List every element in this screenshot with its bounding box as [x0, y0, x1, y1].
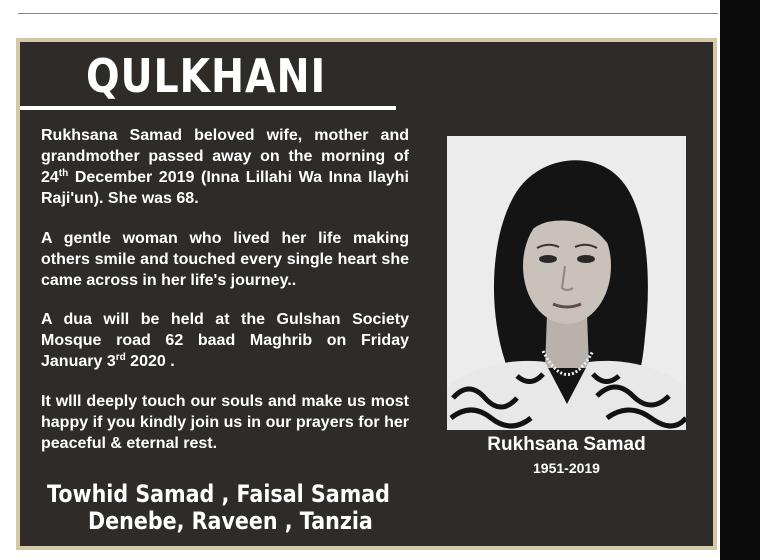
top-divider [18, 13, 718, 14]
photo-caption-name: Rukhsana Samad [487, 434, 646, 455]
dua-details-paragraph: A dua will be held at the Gulshan Society Mosque road 62 baad Maghrib on Friday January 3rd 2020 . [41, 311, 409, 370]
invitation-paragraph: It wlll deeply touch our souls and make us most happy if you kindly join us in our prayers for her peaceful & eternal rest. [41, 393, 409, 452]
announcement-paragraph: Rukhsana Samad beloved wife, mother and grandmother passed away on the morning of 24th December 2019 (Inna Lillahi Wa Inna Ilayhi Raji'un). She was 68. [41, 127, 409, 207]
page-edge-bar [720, 0, 760, 560]
portrait-photo [447, 136, 686, 430]
family-names-line-1: Towhid Samad , Faisal Samad [47, 480, 390, 508]
notice-title: QULKHANI [86, 49, 327, 103]
family-names-line-2: Denebe, Raveen , Tanzia [88, 507, 373, 535]
tribute-paragraph: A gentle woman who lived her life making others smile and touched every single heart she came across in her life's journey.. [41, 230, 409, 289]
photo-caption-years: 1951-2019 [533, 460, 600, 476]
title-underline [20, 106, 396, 110]
